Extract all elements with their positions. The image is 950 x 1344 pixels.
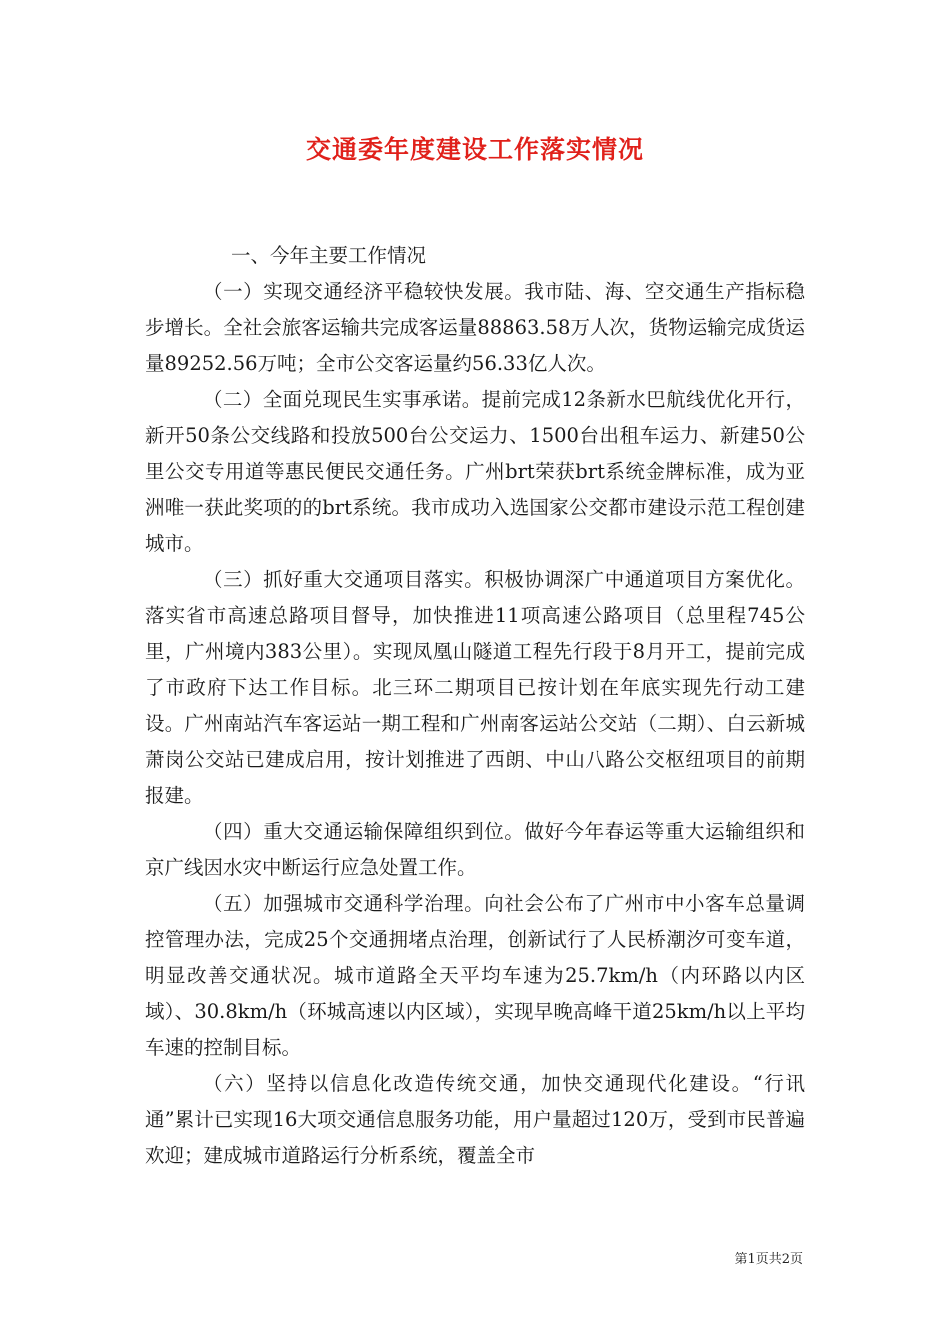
paragraph-1: （一）实现交通经济平稳较快发展。我市陆、海、空交通生产指标稳步增长。全社会旅客运输共完成客运量88863.58万人次，货物运输完成货运量89252.56万吨；全市公交客运量约56.33亿人次。 (145, 280, 805, 375)
paragraph-3: （三）抓好重大交通项目落实。积极协调深广中通道项目方案优化。落实省市高速总路项目督导，加快推进11项高速公路项目（总里程745公里，广州境内383公里）。实现凤凰山隧道工程先行段于8月开工，提前完成了市政府下达工作目标。北三环二期项目已按计划在年底实现先行动工建设。广州南站汽车客运站一期工程和广州南客运站公交站（二期）、白云新城萧岗公交站已建成启用，按计划推进了西朗、中山八路公交枢纽项目的前期报建。 (145, 568, 805, 807)
paragraph-6: （六）坚持以信息化改造传统交通，加快交通现代化建设。“行讯通”累计已实现16大项交通信息服务功能，用户量超过120万，受到市民普遍欢迎；建成城市道路运行分析系统，覆盖全市 (145, 1072, 805, 1167)
paragraph-5: （五）加强城市交通科学治理。向社会公布了广州市中小客车总量调控管理办法，完成25个交通拥堵点治理，创新试行了人民桥潮汐可变车道，明显改善交通状况。城市道路全天平均车速为25.7km/h（内环路以内区域）、30.8km/h（环城高速以内区域），实现早晚高峰干道25km/h以上平均车速的控制目标。 (145, 892, 805, 1059)
section-heading: 一、今年主要工作情况 (231, 244, 427, 267)
document-body (145, 238, 805, 1174)
page-number: 第1页共2页 (734, 1252, 803, 1267)
document-title: 交通委年度建设工作落实情况 (305, 135, 644, 164)
paragraph-4: （四）重大交通运输保障组织到位。做好今年春运等重大运输组织和京广线因水灾中断运行应急处置工作。 (145, 820, 805, 879)
paragraph-2: （二）全面兑现民生实事承诺。提前完成12条新水巴航线优化开行，新开50条公交线路和投放500台公交运力、1500台出租车运力、新建50公里公交专用道等惠民便民交通任务。广州brt荣获brt系统金牌标准，成为亚洲唯一获此奖项的的brt系统。我市成功入选国家公交都市建设示范工程创建城市。 (145, 388, 805, 555)
